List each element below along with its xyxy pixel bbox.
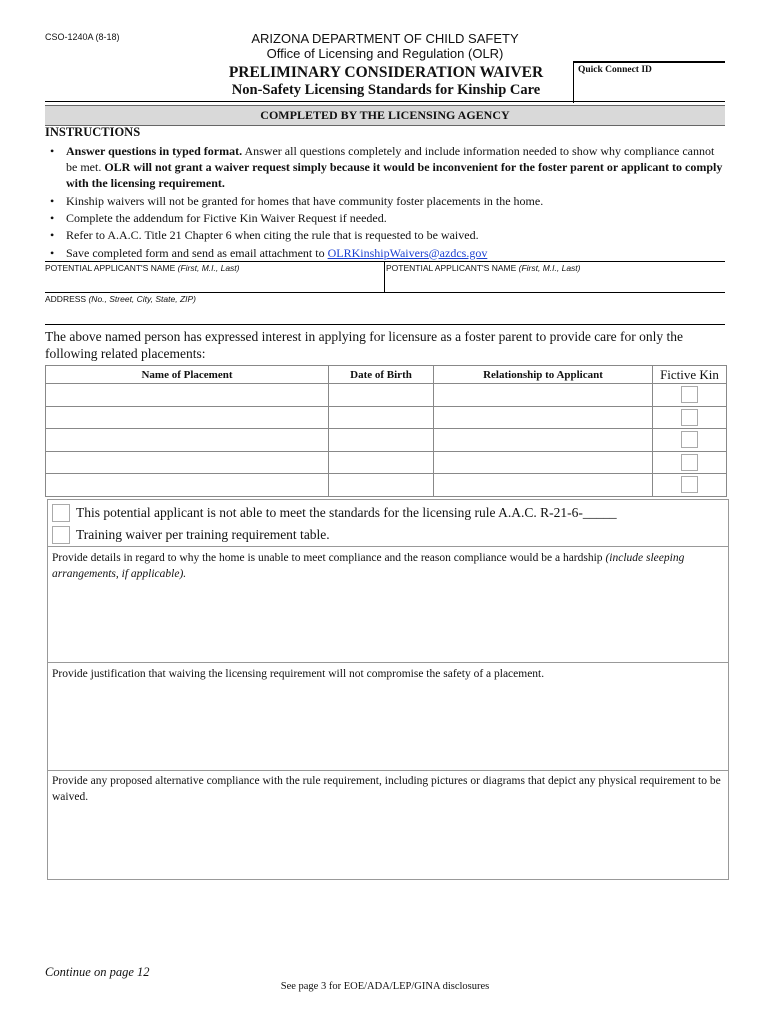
agency-name: ARIZONA DEPARTMENT OF CHILD SAFETY xyxy=(251,31,519,46)
table-row xyxy=(46,406,727,429)
col-relationship-header: Relationship to Applicant xyxy=(434,366,653,384)
placement-name-cell[interactable] xyxy=(46,429,329,452)
alternative-textarea[interactable] xyxy=(52,807,722,875)
placement-dob-cell[interactable] xyxy=(329,384,434,407)
fictive-kin-checkbox[interactable] xyxy=(681,431,698,448)
placement-dob-cell[interactable] xyxy=(329,451,434,474)
fictive-kin-checkbox[interactable] xyxy=(681,454,698,471)
header-divider xyxy=(45,101,725,102)
fictive-kin-checkbox[interactable] xyxy=(681,409,698,426)
table-row xyxy=(46,384,727,407)
list-item: • Kinship waivers will not be granted for homes that have community foster placements in the home. xyxy=(48,193,728,209)
placement-relationship-cell[interactable] xyxy=(434,406,653,429)
address-label: ADDRESS (No., Street, City, State, ZIP) xyxy=(45,294,197,304)
placement-name-cell[interactable] xyxy=(46,451,329,474)
field-divider xyxy=(45,324,725,325)
table-row xyxy=(46,451,727,474)
table-header-row xyxy=(46,366,727,384)
interest-statement: The above named person has expressed interest in applying for licensure as a foster parent to provide care for only the following related placements: xyxy=(45,329,684,361)
office-name: Office of Licensing and Regulation (OLR) xyxy=(266,46,504,61)
placement-name-cell[interactable] xyxy=(46,474,329,497)
training-waiver-label: Training waiver per training requirement table. xyxy=(76,527,330,542)
section-divider xyxy=(48,770,728,771)
field-divider xyxy=(45,261,725,262)
col-fictive-kin-header: Fictive Kin xyxy=(653,366,727,384)
table-row xyxy=(46,474,727,497)
placement-dob-cell[interactable] xyxy=(329,406,434,429)
training-waiver-checkbox[interactable] xyxy=(52,526,70,544)
form-number: CSO-1240A (8-18) xyxy=(45,32,120,42)
section-divider xyxy=(48,546,728,547)
section-band: COMPLETED BY THE LICENSING AGENCY xyxy=(45,105,725,126)
rule-waiver-checkbox[interactable] xyxy=(52,504,70,522)
address-input[interactable] xyxy=(45,305,725,323)
placement-relationship-cell[interactable] xyxy=(434,451,653,474)
applicant1-label: POTENTIAL APPLICANT'S NAME (First, M.I., Last) xyxy=(45,263,240,273)
page-title: PRELIMINARY CONSIDERATION WAIVER xyxy=(228,64,544,81)
field-divider xyxy=(384,261,385,292)
fictive-kin-checkbox[interactable] xyxy=(681,476,698,493)
placement-name-cell[interactable] xyxy=(46,384,329,407)
placement-relationship-cell[interactable] xyxy=(434,384,653,407)
justification-prompt: Provide justification that waiving the licensing requirement will not compromise the safety of a placement. xyxy=(52,668,545,680)
list-item: • Answer questions in typed format. Answer all questions completely and include information needed to show why compliance cannot be met. OLR will not grant a waiver request simply because it would be inconvenient for the foster parent or applicant to comply with the licensing requirement. xyxy=(48,143,728,192)
placement-dob-cell[interactable] xyxy=(329,429,434,452)
instructions-list xyxy=(48,143,728,262)
placement-name-cell[interactable] xyxy=(46,406,329,429)
placement-dob-cell[interactable] xyxy=(329,474,434,497)
alternative-prompt: Provide any proposed alternative compliance with the rule requirement, including pictures or diagrams that depict any physical requirement to be waived. xyxy=(52,775,721,803)
fictive-kin-checkbox[interactable] xyxy=(681,386,698,403)
placements-table xyxy=(45,365,727,497)
col-dob-header: Date of Birth xyxy=(329,366,434,384)
list-item: • Complete the addendum for Fictive Kin Waiver Request if needed. xyxy=(48,210,728,226)
continue-note: Continue on page 12 xyxy=(45,965,150,979)
list-item: • Save completed form and send as email attachment to OLRKinshipWaivers@azdcs.gov xyxy=(48,245,728,261)
email-link[interactable]: OLRKinshipWaivers@azdcs.gov xyxy=(327,245,488,260)
table-row xyxy=(46,429,727,452)
section-divider xyxy=(48,662,728,663)
applicant2-input[interactable] xyxy=(386,273,724,291)
rule-waiver-label: This potential applicant is not able to meet the standards for the licensing rule A.A.C. R-21-6-_____ xyxy=(76,505,617,520)
placement-relationship-cell[interactable] xyxy=(434,429,653,452)
applicant2-label: POTENTIAL APPLICANT'S NAME (First, M.I., Last) xyxy=(386,263,581,273)
justification-textarea[interactable] xyxy=(52,684,722,768)
col-name-header: Name of Placement xyxy=(46,366,329,384)
details-prompt: Provide details in regard to why the home is unable to meet compliance and the reason compliance would be a hardship (include sleeping arrangements, if applicable). xyxy=(52,552,685,580)
list-item: • Refer to A.A.C. Title 21 Chapter 6 when citing the rule that is requested to be waived. xyxy=(48,227,728,243)
disclosure-note: See page 3 for EOE/ADA/LEP/GINA disclosures xyxy=(280,981,490,992)
applicant1-input[interactable] xyxy=(45,273,383,291)
field-divider xyxy=(45,292,725,293)
quick-connect-label: Quick Connect ID xyxy=(578,65,652,75)
page-subtitle: Non-Safety Licensing Standards for Kinship Care xyxy=(231,82,541,98)
details-textarea[interactable] xyxy=(52,584,722,660)
placement-relationship-cell[interactable] xyxy=(434,474,653,497)
instructions-heading: INSTRUCTIONS xyxy=(45,125,141,139)
